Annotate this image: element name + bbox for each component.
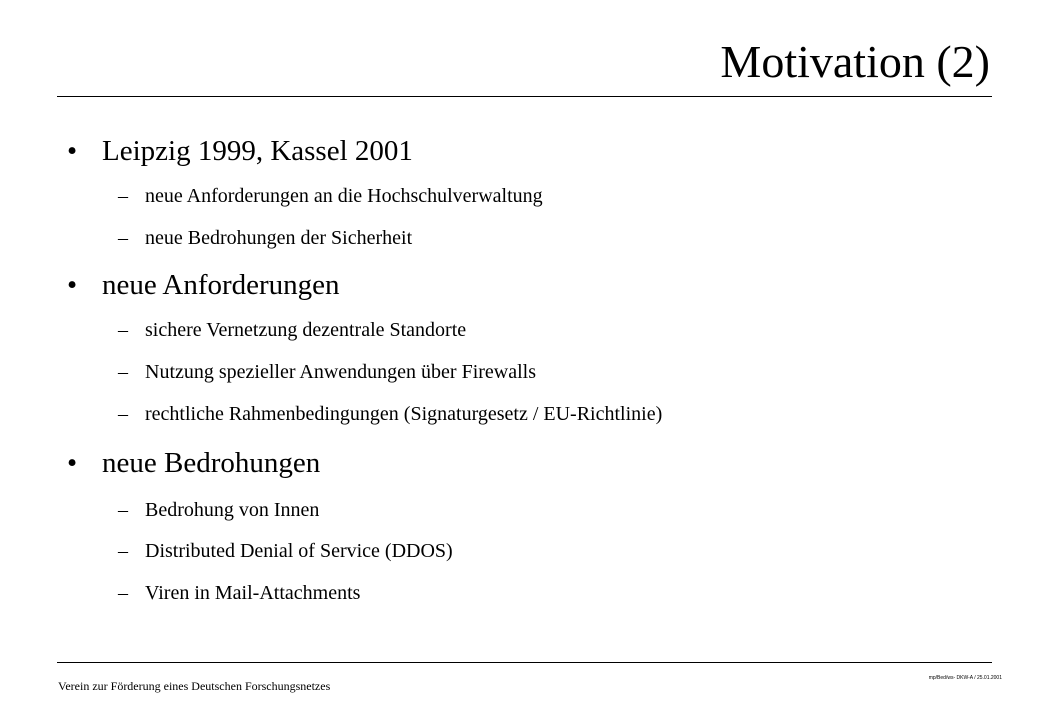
sub-item-text: Viren in Mail-Attachments	[145, 582, 361, 604]
bullet-heading: neue Bedrohungen	[102, 447, 321, 479]
sub-item-text: Distributed Denial of Service (DDOS)	[145, 540, 453, 562]
slide-title: Motivation (2)	[720, 36, 990, 87]
sub-item-text: sichere Vernetzung dezentrale Standorte	[145, 319, 467, 341]
dash-icon: –	[118, 540, 128, 562]
footer-divider	[57, 662, 992, 663]
bullet-heading: neue Anforderungen	[102, 269, 340, 301]
footer-slide-ref: mp/Bed/ws- DKW-A / 25.01.2001	[928, 675, 1002, 681]
sub-item-text: neue Anforderungen an die Hochschulverwaltung	[145, 185, 543, 207]
dash-icon: –	[118, 361, 128, 383]
bullet-heading: Leipzig 1999, Kassel 2001	[102, 135, 413, 167]
footer-organization: Verein zur Förderung eines Deutschen Forschungsnetzes	[58, 679, 331, 693]
dash-icon: –	[118, 319, 128, 341]
dash-icon: –	[118, 403, 128, 425]
bullet-icon: •	[67, 447, 78, 479]
sub-item-text: Bedrohung von Innen	[145, 499, 320, 521]
dash-icon: –	[118, 185, 128, 207]
dash-icon: –	[118, 582, 128, 604]
sub-item-text: Nutzung spezieller Anwendungen über Firewalls	[145, 361, 537, 383]
dash-icon: –	[118, 499, 128, 521]
sub-item-text: rechtliche Rahmenbedingungen (Signaturgesetz / EU-Richtlinie)	[145, 403, 663, 425]
sub-item-text: neue Bedrohungen der Sicherheit	[145, 227, 413, 249]
bullet-icon: •	[67, 135, 78, 167]
dash-icon: –	[118, 227, 128, 249]
bullet-icon: •	[67, 269, 78, 301]
